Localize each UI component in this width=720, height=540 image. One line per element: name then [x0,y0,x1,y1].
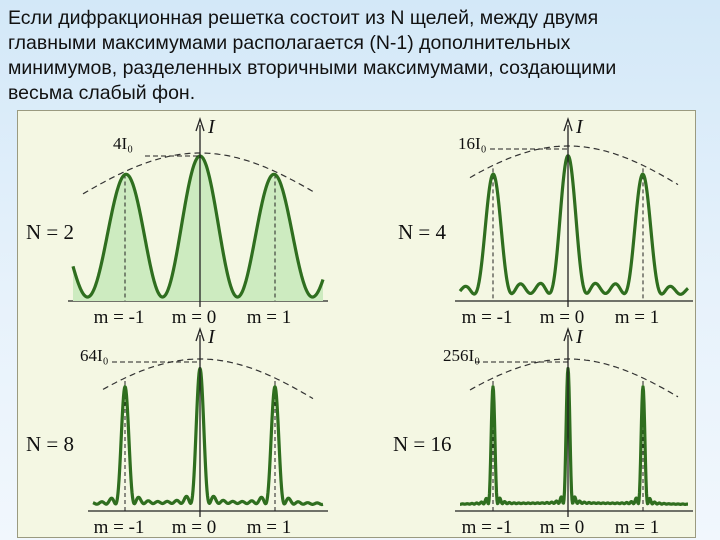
plot-n8 [26,326,328,538]
y-axis-label: I [208,116,215,138]
peak-label: 64I₀ [80,346,109,365]
diffraction-plots-svg [18,111,697,539]
plot-n4 [398,116,693,328]
order-label: m = 1 [614,307,660,328]
text-line-1: Если дифракционная решетка состоит из N щелей, между двумя [8,7,599,29]
intensity-fill [73,156,323,301]
intensity-curve [93,369,323,505]
order-label: m = 0 [539,307,585,328]
plot-n16 [393,326,693,538]
order-label: m = 0 [539,517,585,538]
n-label: N = 2 [26,220,75,244]
y-axis-label: I [208,326,215,348]
text-line-4: весьма слабый фон. [8,82,196,104]
diffraction-figure [17,110,696,538]
intensity-curve [460,369,688,505]
order-label: m = -1 [461,517,513,538]
peak-label: 4I₀ [113,134,134,153]
peak-label: 16I₀ [458,134,487,153]
order-label: m = 0 [171,517,217,538]
text-line-3: минимумов, разделенных вторичными максимумами, создающими [8,57,617,79]
n-label: N = 16 [393,432,452,456]
n-label: N = 4 [398,220,447,244]
slide-text [8,6,708,106]
order-label: m = -1 [461,307,513,328]
order-label: m = 0 [171,307,217,328]
order-label: m = 1 [614,517,660,538]
envelope-curve [470,359,678,397]
n-label: N = 8 [26,432,75,456]
order-label: m = 1 [246,307,292,328]
order-label: m = -1 [93,517,145,538]
envelope-curve [103,359,313,399]
plot-n2 [26,116,328,328]
intensity-curve [460,156,688,295]
order-label: m = -1 [93,307,145,328]
order-label: m = 1 [246,517,292,538]
text-line-2: главными максимумами располагается (N-1) дополнительных [8,32,571,54]
y-axis-label: I [576,326,583,348]
peak-label: 256I₀ [443,346,481,365]
y-axis-label: I [576,116,583,138]
